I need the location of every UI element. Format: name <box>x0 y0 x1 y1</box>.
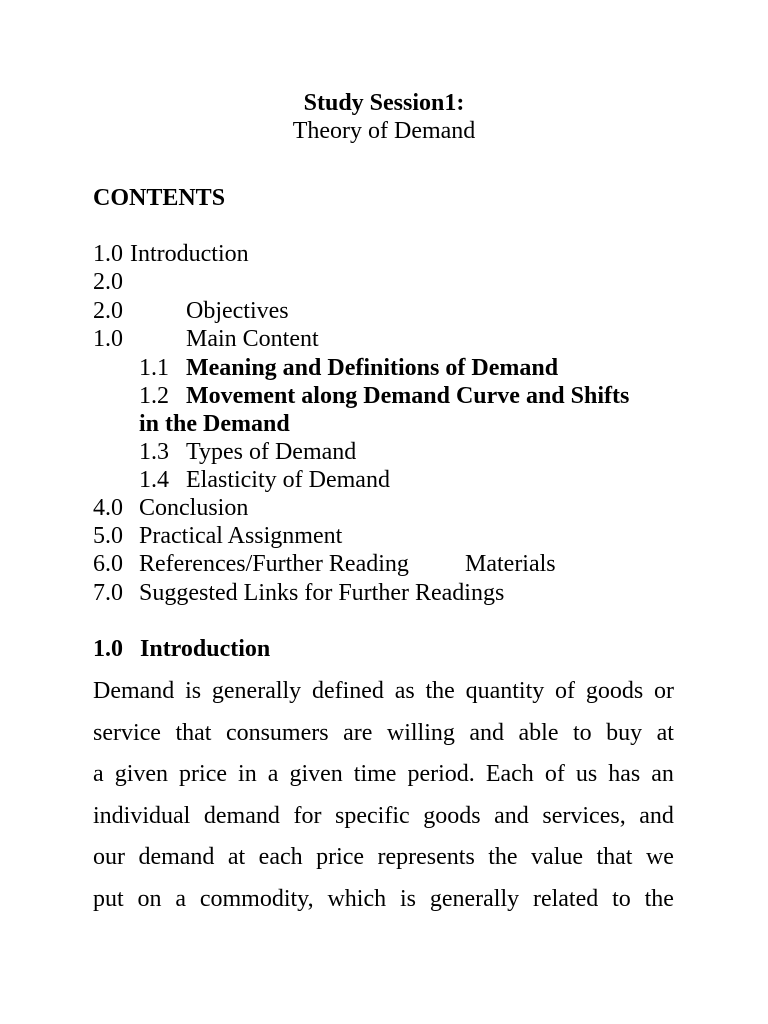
toc-label: Main Content <box>186 326 319 352</box>
toc-label-materials: Materials <box>465 551 556 577</box>
word: consumers <box>225 719 329 746</box>
toc-label: in the Demand <box>139 411 290 437</box>
word: that <box>175 719 212 746</box>
word: of <box>544 761 565 788</box>
word: in <box>238 761 257 788</box>
toc-label: Meaning and Definitions of Demand <box>186 355 559 381</box>
toc-number: 4.0 <box>93 495 123 521</box>
word: Demand <box>93 678 175 704</box>
word: service <box>93 719 161 746</box>
word: we <box>645 844 674 871</box>
word: goods <box>423 802 481 829</box>
word: to <box>612 885 631 912</box>
toc-label: Practical Assignment <box>139 523 343 549</box>
toc-number: 5.0 <box>93 523 123 549</box>
toc-number: 2.0 <box>93 298 123 324</box>
toc-label: Suggested Links for Further Readings <box>139 580 505 606</box>
word: the <box>425 678 455 704</box>
word: an <box>651 761 674 788</box>
word: is <box>399 885 416 912</box>
word: or <box>653 678 674 704</box>
word: our <box>93 844 125 871</box>
section-number: 1.0 <box>93 636 123 662</box>
word: the <box>644 885 674 912</box>
intro-paragraph <box>93 672 674 922</box>
word: demand <box>138 844 215 871</box>
word: that <box>596 844 633 871</box>
toc-label: References/Further Reading <box>139 551 409 577</box>
word: which <box>327 885 387 912</box>
toc-label: Objectives <box>186 298 289 324</box>
page-title: Theory of Demand <box>292 118 476 144</box>
word: price <box>179 761 228 788</box>
paragraph-line <box>93 838 674 880</box>
word: period. <box>407 761 475 788</box>
toc-number: 1.1 <box>139 355 169 381</box>
toc-label: Movement along Demand Curve and Shifts <box>186 383 630 409</box>
word: willing <box>386 719 455 746</box>
word: demand <box>203 802 280 829</box>
word: represents <box>377 844 475 871</box>
word: quantity <box>465 678 545 704</box>
word: given <box>114 761 169 788</box>
toc-number: 6.0 <box>93 551 123 577</box>
word: a <box>175 885 187 912</box>
word: each <box>258 844 303 871</box>
word: specific <box>335 802 410 829</box>
word: defined <box>311 678 384 704</box>
word: are <box>343 719 373 746</box>
word: has <box>608 761 641 788</box>
word: to <box>572 719 592 746</box>
word: us <box>575 761 598 788</box>
word: at <box>227 844 246 871</box>
word: value <box>531 844 584 871</box>
word: a <box>267 761 279 788</box>
paragraph-line <box>93 797 674 839</box>
word: buy <box>606 719 643 746</box>
toc-label: Elasticity of Demand <box>186 467 390 493</box>
word: related <box>532 885 599 912</box>
word: the <box>488 844 518 871</box>
word: and <box>494 802 529 829</box>
toc-number: 7.0 <box>93 580 123 606</box>
word: and <box>639 802 674 829</box>
word: services, <box>542 802 626 829</box>
toc-number: 1.0 <box>93 326 123 352</box>
paragraph-line <box>93 880 674 922</box>
word: able <box>518 719 559 746</box>
word: generally <box>429 885 520 912</box>
word: individual <box>93 802 191 829</box>
word: goods <box>585 678 644 704</box>
word: on <box>137 885 162 912</box>
word: a <box>93 761 104 788</box>
contents-heading: CONTENTS <box>93 185 226 211</box>
toc-label: Conclusion <box>139 495 249 521</box>
toc-label: Types of Demand <box>186 439 357 465</box>
word: commodity, <box>199 885 314 912</box>
paragraph-line <box>93 714 674 756</box>
toc-number: 1.2 <box>139 383 169 409</box>
paragraph-line <box>93 672 674 714</box>
word: for <box>293 802 322 829</box>
word: of <box>555 678 576 704</box>
toc-number: 1.0 <box>93 241 123 267</box>
section-title: Introduction <box>140 636 271 662</box>
word: generally <box>211 678 302 704</box>
toc-number: 1.4 <box>139 467 169 493</box>
word: price <box>316 844 365 871</box>
paragraph-line <box>93 755 674 797</box>
toc-number: 1.3 <box>139 439 169 465</box>
toc-number: 2.0 <box>93 269 123 295</box>
word: as <box>394 678 415 704</box>
word: is <box>185 678 202 704</box>
session-label: Study Session1: <box>303 90 465 116</box>
word: and <box>469 719 505 746</box>
word: given <box>289 761 343 788</box>
word: Each <box>485 761 534 788</box>
toc-label: Introduction <box>130 241 249 267</box>
word: put <box>93 885 124 912</box>
word: time <box>353 761 397 788</box>
word: at <box>656 719 674 746</box>
